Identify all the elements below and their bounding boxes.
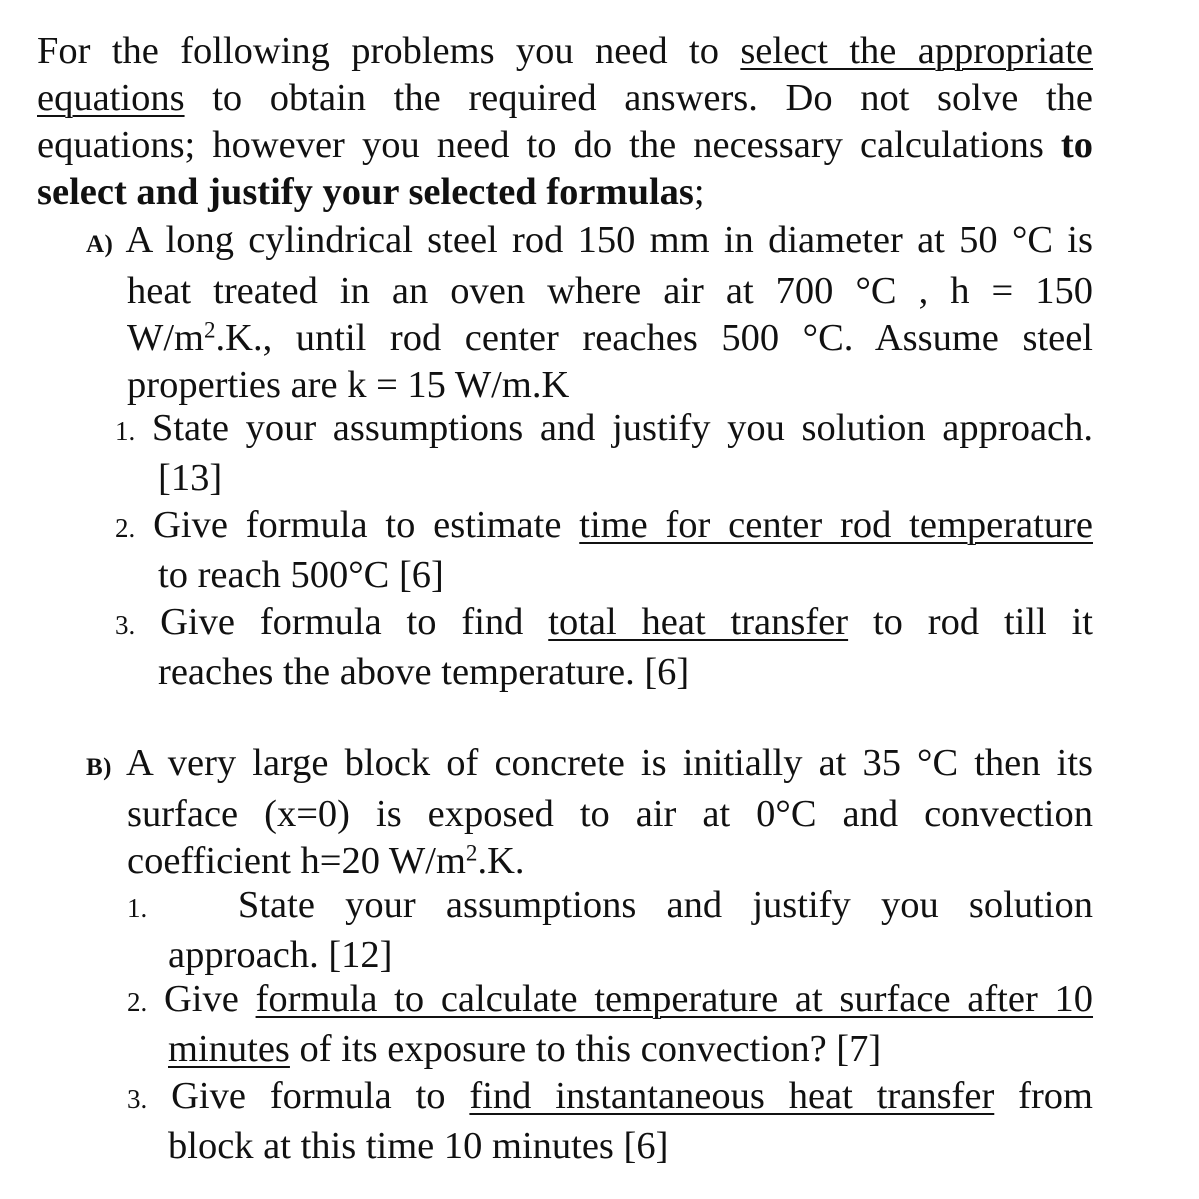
problem-a-text-2: heat treated in an oven where air at 700 °C , h = 150: [127, 270, 1093, 312]
pb-q2-text-1a: Give: [163, 978, 256, 1020]
intro-line-4: [37, 169, 1093, 216]
pb-q2-number: 2.: [127, 987, 148, 1017]
intro-text-1: For the following problems you need to: [37, 30, 741, 72]
problem-b-tag: B): [86, 754, 112, 781]
pa-q3-text-1a: Give formula to find: [160, 601, 549, 643]
pb-q3-text-1a: Give formula to: [171, 1075, 470, 1117]
problem-b-question-3: [127, 1073, 1093, 1170]
problem-b-line-1: [86, 740, 1093, 791]
pa-q3-underline: total heat transfer: [548, 601, 849, 643]
pa-q2-underline: time for center rod temperature: [579, 504, 1093, 546]
problem-b-body: [127, 791, 1093, 885]
pa-q2-line-1: [115, 502, 1093, 552]
problem-a-text-4: properties are k = 15 W/m.K: [127, 364, 570, 406]
pb-q3-underline: find instantaneous heat transfer: [469, 1075, 995, 1117]
problem-b-sup: 2: [465, 839, 478, 866]
pa-q3-line-1: [115, 599, 1093, 649]
problem-a-text-3b: .K., until rod center reaches 500 °C. Assume steel: [215, 317, 1093, 359]
intro-text-2: to obtain the required answers. Do not solve the: [184, 77, 1093, 119]
pb-q1-text-2: approach. [12]: [168, 934, 393, 976]
problem-b-text-2: surface (x=0) is exposed to air at 0°C and convection: [127, 793, 1093, 835]
pb-q3-number: 3.: [127, 1084, 148, 1114]
intro-text-3: equations; however you need to do the necessary calculations: [37, 124, 1061, 166]
problem-a-sup: 2: [203, 316, 216, 343]
problem-a-text-1: A long cylindrical steel rod 150 mm in diameter at 50 °C is: [113, 219, 1093, 261]
pa-q2-text-1a: Give formula to estimate: [153, 504, 580, 546]
problem-a-body: [127, 268, 1093, 409]
pb-q3-text-1b: from: [994, 1075, 1093, 1117]
problem-b-text-3a: coefficient h=20 W/m: [127, 840, 466, 882]
pb-q3-text-2: block at this time 10 minutes [6]: [168, 1125, 669, 1167]
problem-a-line-3: [127, 315, 1093, 362]
pa-q1-text-1: State your assumptions and justify you solution approach.: [151, 407, 1093, 449]
pb-q2-line-1: [127, 976, 1093, 1026]
problem-b-question-2: [127, 976, 1093, 1073]
pa-q3-text-2: reaches the above temperature. [6]: [158, 651, 690, 693]
pb-q1-number: 1.: [127, 893, 148, 923]
problem-b-questions-2: [127, 976, 1093, 1170]
problem-a-text-3a: W/m: [127, 317, 204, 359]
problem-a-questions: [115, 405, 1093, 696]
pb-q1-text-1: State your assumptions and justify you solution: [237, 884, 1093, 926]
intro-bold-1: to: [1060, 124, 1093, 166]
intro-paragraph: [37, 28, 1093, 216]
intro-line-2: [37, 75, 1093, 122]
problem-a: [86, 217, 1093, 409]
intro-bold-2: select and justify your selected formulas: [37, 171, 694, 213]
pb-q2-line-2: [168, 1026, 1093, 1073]
problem-a-question-2: [115, 502, 1093, 599]
intro-line-1: [37, 28, 1093, 75]
problem-b-line-3: [127, 838, 1093, 885]
pa-q2-number: 2.: [115, 513, 136, 543]
pb-q2-underline-1: formula to calculate temperature at surface after 10: [255, 978, 1094, 1020]
problem-b-question-1: [127, 882, 1093, 979]
pa-q3-number: 3.: [115, 610, 136, 640]
problem-b: [86, 740, 1093, 885]
intro-text-4: ;: [693, 171, 705, 213]
problem-b-text-1: A very large block of concrete is initially at 35 °C then its: [112, 742, 1093, 784]
intro-underline-1: select the appropriate: [740, 30, 1093, 72]
pa-q1-text-2: [13]: [158, 457, 223, 499]
problem-b-text-3b: .K.: [477, 840, 525, 882]
pa-q1-line-1: [115, 405, 1093, 455]
pa-q2-text-2: to reach 500°C [6]: [158, 554, 444, 596]
pb-q2-text-2b: of its exposure to this convection? [7]: [289, 1028, 882, 1070]
pb-q1-line-1: [127, 882, 1093, 932]
pb-q3-line-1: [127, 1073, 1093, 1123]
pb-q2-underline-2: minutes: [168, 1028, 290, 1070]
pa-q1-number: 1.: [115, 416, 136, 446]
problem-a-tag: A): [86, 231, 114, 258]
problem-a-line-1: [86, 217, 1093, 268]
problem-a-question-1: [115, 405, 1093, 502]
pa-q3-text-1b: to rod till it: [848, 601, 1093, 643]
intro-underline-2: equations: [37, 77, 185, 119]
intro-line-3: [37, 122, 1093, 169]
problem-a-question-3: [115, 599, 1093, 696]
problem-b-questions: [127, 882, 1093, 979]
